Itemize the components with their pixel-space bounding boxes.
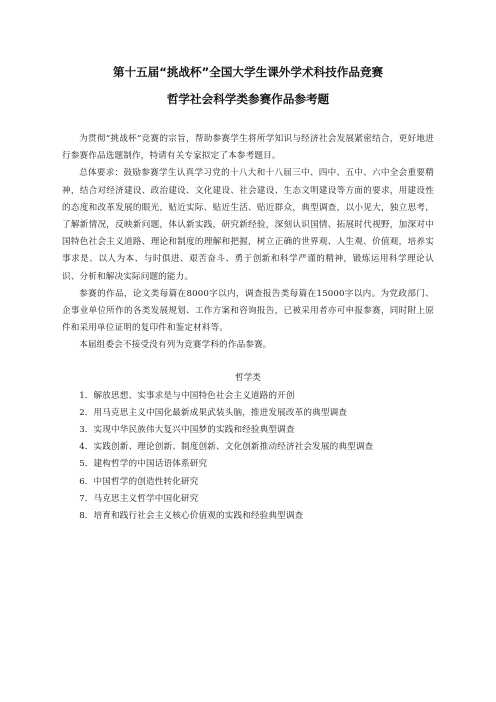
paragraph-scope-notice: 本届组委会不接受没有列为竞赛学科的作品参赛。 <box>79 340 272 351</box>
paragraph-length-rules: 参赛的作品，论文类每篇在8000字以内，调查报告类每篇在15000字以内。为党政部门、企事业单位所作的各类发展规划、工作方案和咨询报告，已被采用者亦可申报参赛，同时附上原件和采用单位证明的复印件和鉴定材料等。 <box>62 288 434 334</box>
list-item: 8．培育和践行社会主义核心价值观的实践和经验典型调查 <box>79 511 304 522</box>
list-item: 4．实践创新、理论创新、制度创新、文化创新推动经济社会发展的典型调查 <box>79 442 374 453</box>
list-item: 5．建构哲学的中国话语体系研究 <box>79 459 208 470</box>
document-title-line-1: 第十五届“挑战杯”全国大学生课外学术科技作品竞赛 <box>112 65 384 79</box>
list-item: 7．马克思主义哲学中国化研究 <box>79 493 199 504</box>
paragraph-purpose: 为贯彻“挑战杯”竞赛的宗旨，帮助参赛学生将所学知识与经济社会发展紧密结合，更好地进行参赛作品选题制作，特请有关专家拟定了本参考题目。 <box>62 134 434 162</box>
list-item: 6．中国哲学的创造性转化研究 <box>79 476 199 487</box>
list-item: 1．解放思想、实事求是与中国特色社会主义道路的开创 <box>79 390 295 401</box>
document-title-line-2: 哲学社会科学类参赛作品参考题 <box>166 92 330 106</box>
list-item: 3．实现中华民族伟大复兴中国梦的实践和经验典型调查 <box>79 425 295 436</box>
section-heading-philosophy: 哲学类 <box>235 372 261 383</box>
topic-list <box>62 388 434 526</box>
list-item: 2．用马克思主义中国化最新成果武装头脑，推进发展改革的典型调查 <box>79 407 348 418</box>
paragraph-general-requirements: 总体要求：鼓励参赛学生认真学习党的十八大和十八届三中、四中、五中、六中全会重要精神，结合对经济建设、政治建设、文化建设、社会建设、生态文明建设等方面的要求，用建设性的态度和改革发展的眼光，贴近实际、贴近生活、贴近群众，典型调查，以小见大，独立思考，了解新情况，反映新问题，体认新实践，研究新经验，深刻认识国情、拓展时代视野，加深对中国特色社会主义道路、理论和制度的理解和把握，树立正确的世界观、人生观、价值观，培养实事求是、以人为本、与时俱进、艰苦奋斗、勇于创新和科学严谨的精神，锻炼运用科学理论认识、分析和解决实际问题的能力。 <box>62 168 434 282</box>
intro-section <box>62 131 434 355</box>
